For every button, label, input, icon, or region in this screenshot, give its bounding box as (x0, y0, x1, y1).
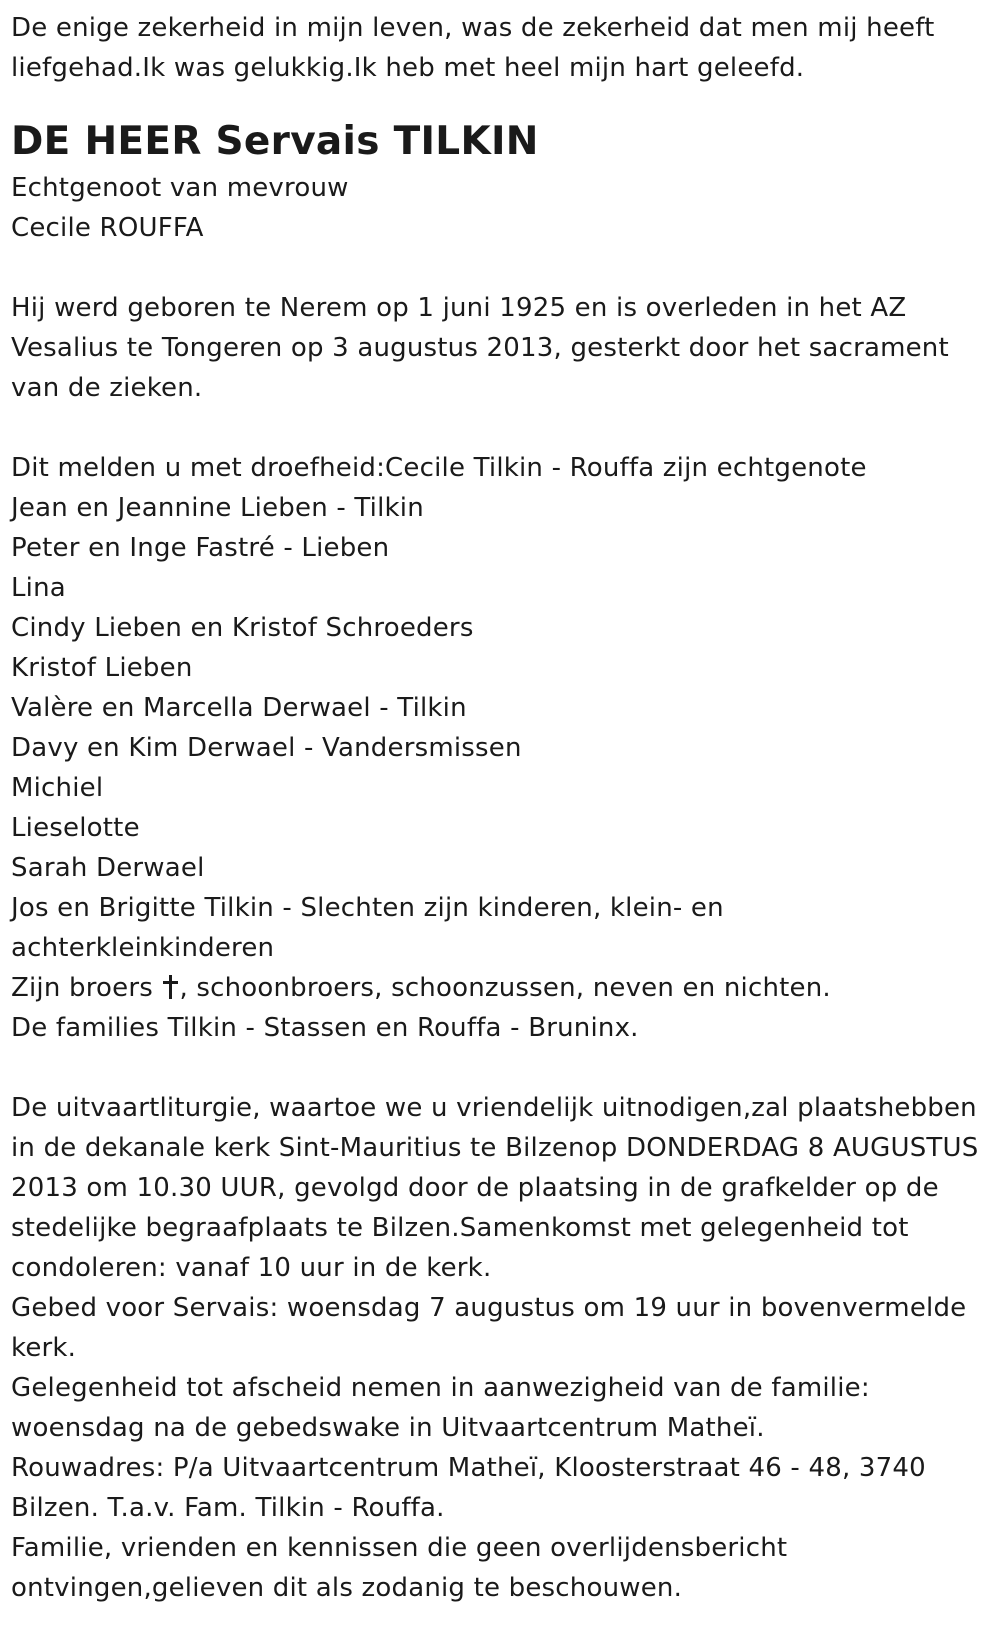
families-line: De families Tilkin - Stassen en Rouffa - Bruninx. (11, 1013, 639, 1043)
mourner-line: Kristof Lieben (11, 653, 193, 683)
mourner-line: Jean en Jeannine Lieben - Tilkin (11, 493, 424, 523)
service-block (11, 1088, 990, 1608)
intro-quote: De enige zekerheid in mijn leven, was de zekerheid dat men mij heeft liefgehad.Ik was gelukkig.Ik heb met heel mijn hart geleefd. (11, 13, 935, 83)
brothers-suffix: , schoonbroers, schoonzussen, neven en nichten. (179, 973, 831, 1003)
deceased-name: DE HEER Servais TILKIN (11, 119, 539, 164)
mourner-line: Lieselotte (11, 813, 140, 843)
spouse-block (11, 168, 990, 248)
mourner-line: Michiel (11, 773, 104, 803)
mourner-line: Valère en Marcella Derwael - Tilkin (11, 693, 467, 723)
mourner-line: Lina (11, 573, 66, 603)
brothers-prefix: Zijn broers (11, 973, 153, 1003)
spouse-line: Echtgenoot van mevrouw (11, 173, 349, 203)
farewell-text: Gelegenheid tot afscheid nemen in aanwezigheid van de familie: woensdag na de gebedswake in Uitvaartcentrum Matheï. (11, 1373, 870, 1443)
cross-icon (163, 975, 177, 999)
notice-text: Familie, vrienden en kennissen die geen overlijdensbericht ontvingen,gelieven dit als zodanig te beschouwen. (11, 1533, 788, 1603)
mourners-intro: Dit melden u met droefheid:Cecile Tilkin - Rouffa zijn echtgenote (11, 453, 867, 483)
mourner-line: Peter en Inge Fastré - Lieben (11, 533, 390, 563)
mourner-line: Sarah Derwael (11, 853, 205, 883)
brothers-line (11, 968, 990, 1008)
mourners-block (11, 448, 990, 1048)
birth-death-text: Hij werd geboren te Nerem op 1 juni 1925 en is overleden in het AZ Vesalius te Tongeren op 3 augustus 2013, gesterkt door het sacrament van de zieken. (11, 293, 949, 403)
mourner-line: Davy en Kim Derwael - Vandersmissen (11, 733, 522, 763)
liturgy-text: De uitvaartliturgie, waartoe we u vriendelijk uitnodigen,zal plaatshebben in de dekanale kerk Sint-Mauritius te Bilzenop DONDERDAG 8 AUGUSTUS 2013 om 10.30 UUR, gevolgd door de plaatsing in de grafkelder op de stedelijke begraafplaats te Bilzen.Samenkomst met gelegenheid tot condoleren: vanaf 10 uur in de kerk. (11, 1093, 979, 1283)
mourner-line: Jos en Brigitte Tilkin - Slechten zijn kinderen, klein- en achterkleinkinderen (11, 893, 724, 963)
spouse-name: Cecile ROUFFA (11, 213, 204, 243)
address-text: Rouwadres: P/a Uitvaartcentrum Matheï, Kloosterstraat 46 - 48, 3740 Bilzen. T.a.v. Fam. Tilkin - Rouffa. (11, 1453, 926, 1523)
prayer-text: Gebed voor Servais: woensdag 7 augustus om 19 uur in bovenvermelde kerk. (11, 1293, 967, 1363)
mourner-line: Cindy Lieben en Kristof Schroeders (11, 613, 474, 643)
